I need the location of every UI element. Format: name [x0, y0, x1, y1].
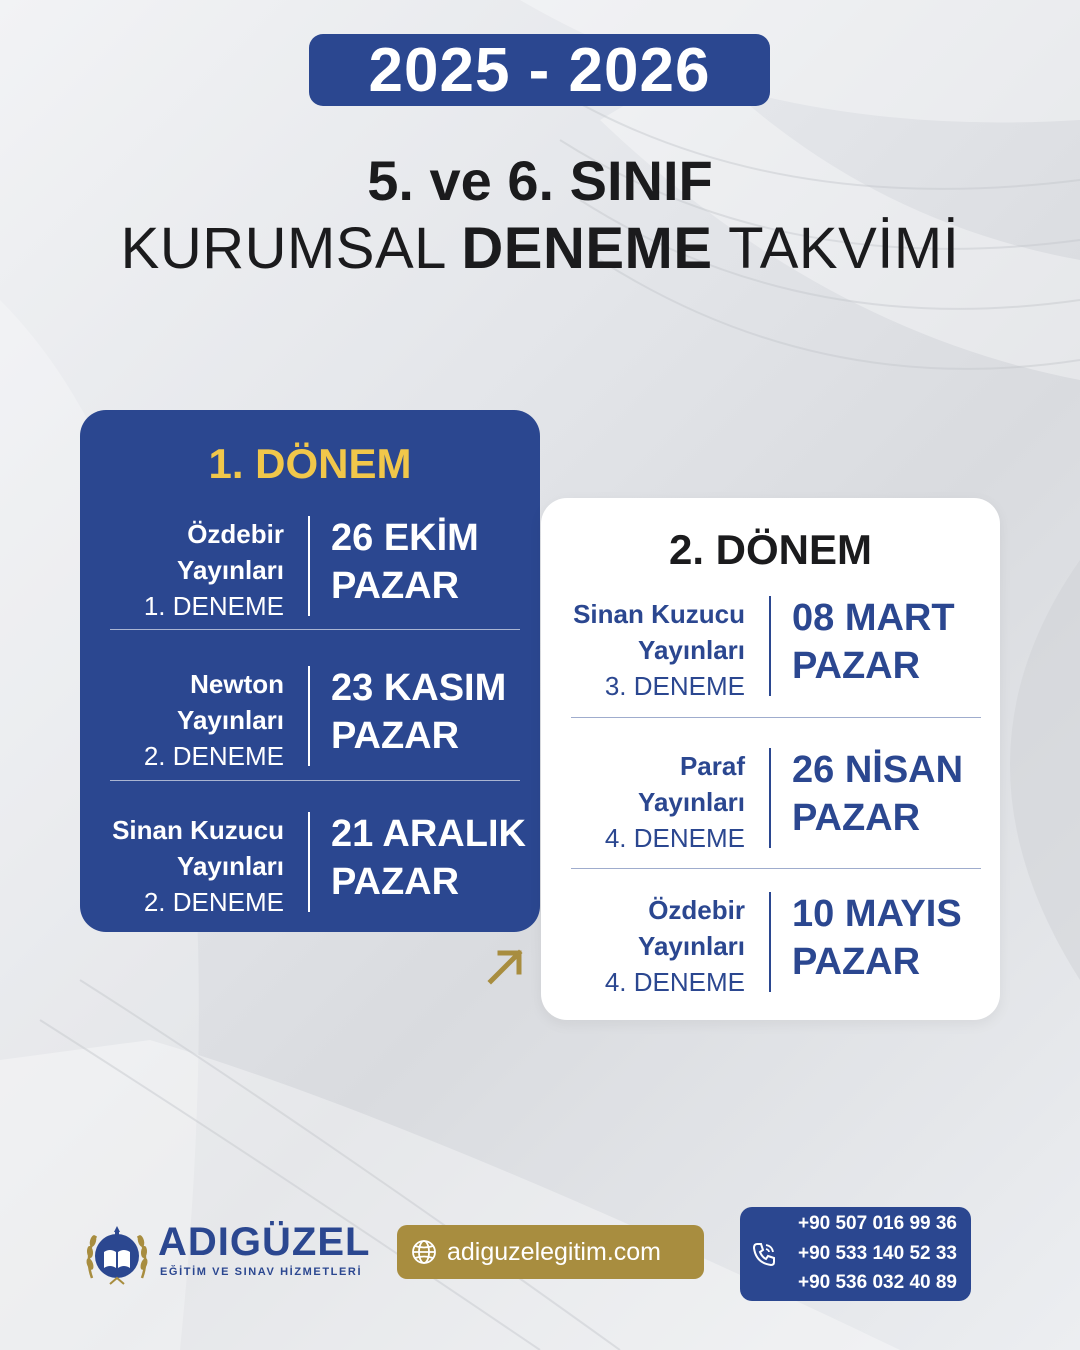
contact-phones	[740, 1207, 971, 1301]
schedule-row	[80, 510, 540, 630]
exam-number: 4. DENEME	[604, 967, 745, 997]
period-2-title: 2. DÖNEM	[668, 526, 873, 573]
exam-day-text: PAZAR	[792, 645, 921, 687]
exam-date-text: 08 MART	[792, 597, 955, 639]
publisher-suffix: Yayınları	[177, 851, 284, 881]
schedule-row	[541, 886, 1000, 1006]
divider	[308, 516, 310, 616]
publisher-suffix: Yayınları	[638, 931, 745, 961]
exam-day-text: PAZAR	[331, 715, 460, 757]
divider	[308, 812, 310, 912]
exam-day-text: PAZAR	[331, 861, 460, 903]
exam-day-text: PAZAR	[792, 941, 921, 983]
brand-subtitle: EĞİTİM VE SINAV HİZMETLERİ	[160, 1266, 363, 1278]
exam-date-text: 26 NİSAN	[792, 749, 964, 791]
exam-number: 4. DENEME	[604, 823, 745, 853]
exam-date	[792, 594, 955, 690]
title-suffix: TAKVİMİ	[712, 216, 960, 281]
exam-number: 3. DENEME	[604, 671, 745, 701]
row-separator	[110, 629, 520, 630]
brand-name: ADIGÜZEL	[158, 1220, 371, 1264]
exam-number: 2. DENEME	[143, 887, 284, 917]
publisher-info	[605, 892, 745, 1000]
exam-date-text: 21 ARALIK	[331, 813, 526, 855]
publisher-suffix: Yayınları	[638, 635, 745, 665]
publisher-info	[573, 596, 745, 704]
brand-logo	[82, 1214, 371, 1294]
exam-date	[331, 810, 526, 906]
exam-date	[792, 890, 962, 986]
publisher-suffix: Yayınları	[177, 705, 284, 735]
schedule-row	[80, 806, 540, 926]
publisher-name: Sinan Kuzucu	[112, 815, 284, 845]
title-prefix: KURUMSAL	[120, 216, 462, 281]
exam-day-text: PAZAR	[792, 797, 921, 839]
exam-number: 2. DENEME	[143, 741, 284, 771]
publisher-info	[144, 666, 284, 774]
schedule-row	[80, 660, 540, 780]
schedule-row	[541, 742, 1000, 862]
website-text: adiguzelegitim.com	[447, 1237, 661, 1266]
exam-number: 1. DENEME	[143, 591, 284, 621]
exam-date	[331, 514, 479, 610]
phone-icon	[751, 1241, 777, 1267]
title-bold: DENEME	[461, 216, 713, 281]
publisher-info	[112, 812, 284, 920]
period-1-card	[80, 410, 540, 932]
publisher-suffix: Yayınları	[177, 555, 284, 585]
page-title-calendar	[0, 215, 1080, 282]
website-link[interactable]	[397, 1225, 704, 1279]
phone-number[interactable]: +90 533 140 52 33	[797, 1242, 957, 1264]
exam-date-text: 26 EKİM	[331, 517, 479, 559]
exam-day-text: PAZAR	[331, 565, 460, 607]
publisher-suffix: Yayınları	[638, 787, 745, 817]
book-emblem-icon	[82, 1216, 152, 1292]
period-1-title: 1. DÖNEM	[208, 440, 412, 487]
publisher-name: Sinan Kuzucu	[573, 599, 745, 629]
globe-icon	[411, 1239, 437, 1265]
period-2-card	[541, 498, 1000, 1020]
publisher-name: Newton	[190, 669, 284, 699]
exam-date	[331, 664, 506, 760]
publisher-name: Özdebir	[648, 895, 745, 925]
year-badge	[309, 34, 770, 106]
arrow-up-right-icon	[486, 946, 526, 986]
row-separator	[571, 868, 981, 869]
schedule-row	[541, 590, 1000, 710]
year-text: 2025 - 2026	[368, 35, 711, 105]
publisher-info	[605, 748, 745, 856]
divider	[769, 596, 771, 696]
exam-date-text: 10 MAYIS	[792, 893, 962, 935]
page-title-grade: 5. ve 6. SINIF	[367, 149, 713, 212]
phone-list	[798, 1209, 957, 1298]
publisher-name: Özdebir	[187, 519, 284, 549]
divider	[308, 666, 310, 766]
divider	[769, 748, 771, 848]
exam-date-text: 23 KASIM	[331, 667, 507, 709]
row-separator	[571, 717, 981, 718]
publisher-name: Paraf	[679, 751, 745, 781]
publisher-info	[144, 516, 284, 624]
phone-number[interactable]: +90 536 032 40 89	[797, 1272, 957, 1293]
row-separator	[110, 780, 520, 781]
phone-number[interactable]: +90 507 016 99 36	[797, 1213, 957, 1234]
exam-date	[792, 746, 963, 842]
divider	[769, 892, 771, 992]
